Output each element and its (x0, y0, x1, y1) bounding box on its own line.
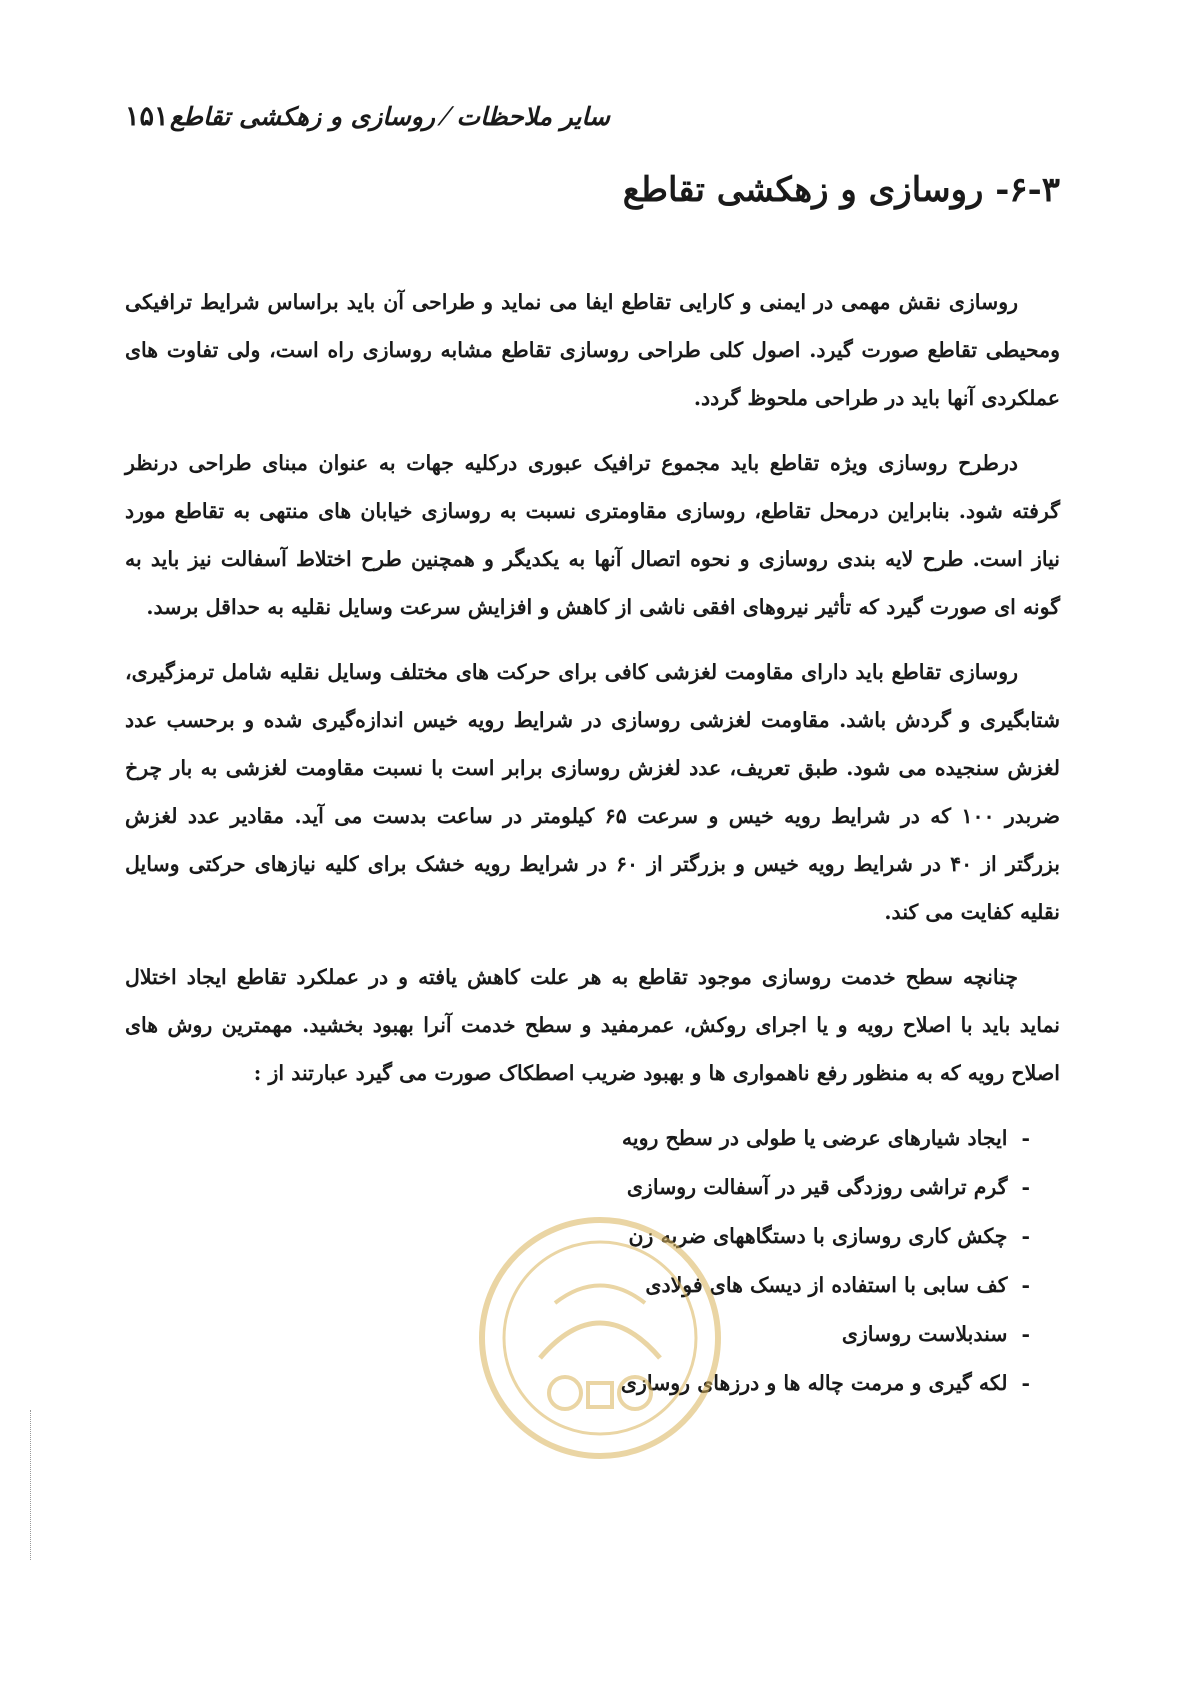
list-item-text: چکش کاری روسازی با دستگاههای ضربه زن (628, 1224, 1008, 1248)
paragraph: روسازی تقاطع باید دارای مقاومت لغزشی کافی برای حرکت های مختلف وسایل نقلیه شامل ترمزگیری، شتابگیری و گردش باشد. مقاومت لغزشی روسازی در شرایط رویه خیس اندازه‌گیری شده و برحسب عدد لغزش سنجیده می شود. طبق تعریف، عدد لغزش روسازی برابر است با نسبت مقاومت لغزشی به بار چرخ ضربدر ۱۰۰ که در شرایط رویه خیس و سرعت ۶۵ کیلومتر در ساعت بدست می آید. مقادیر عدد لغزش بزرگتر از ۴۰ در شرایط رویه خیس و بزرگتر از ۶۰ در شرایط رویه خشک برای کلیه نیازهای حرکتی وسایل نقلیه کفایت می کند. (125, 660, 1060, 924)
list-item (125, 1212, 1030, 1261)
paragraph: چنانچه سطح خدمت روسازی موجود تقاطع به هر علت کاهش یافته و در عملکرد تقاطع ایجاد اختلال نماید باید با اصلاح رویه و یا اجرای روکش، عمرمفید و سطح خدمت آنرا بهبود بخشید. مهمترین روش های اصلاح رویه که به منظور رفع ناهمواری ها و بهبود ضریب اصطکاک صورت می گیرد عبارتند از : (125, 965, 1060, 1085)
body-text (125, 278, 1060, 1408)
paragraph: درطرح روسازی ویژه تقاطع باید مجموع ترافیک عبوری درکلیه جهات به عنوان مبنای طراحی درنظر گرفته شود. بنابراین درمحل تقاطع، روسازی مقاومتری نسبت به روسازی خیابان های منتهی به تقاطع مورد نیاز است. طرح لایه بندی روسازی و نحوه اتصال آنها به یکدیگر و همچنین طرح اختلاط آسفالت نیز باید به گونه ای صورت گیرد که تأثیر نیروهای افقی ناشی از کاهش و افزایش سرعت وسایل نقلیه به حداقل برسد. (125, 451, 1060, 619)
list-item-text: کف سابی با استفاده از دیسک های فولادی (645, 1273, 1008, 1297)
list-marker: - (1021, 1273, 1030, 1297)
list-marker: - (1021, 1126, 1030, 1150)
list-item-text: سندبلاست روسازی (841, 1322, 1008, 1346)
list-item-text: ایجاد شیارهای عرضی یا طولی در سطح رویه (621, 1126, 1008, 1150)
paragraph: روسازی نقش مهمی در ایمنی و کارایی تقاطع ایفا می نماید و طراحی آن باید براساس شرایط ترافیکی ومحیطی تقاطع صورت گیرد. اصول کلی طراحی روسازی تقاطع مشابه روسازی راه است، ولی تفاوت های عملکردی آنها باید در طراحی ملحوظ گردد. (125, 290, 1060, 410)
list-marker: - (1021, 1322, 1030, 1346)
list-item (125, 1310, 1030, 1359)
method-list (125, 1114, 1060, 1408)
list-item (125, 1261, 1030, 1310)
margin-marks (30, 1410, 33, 1560)
list-item-text: لکه گیری و مرمت چاله ها و درزهای روسازی (620, 1371, 1008, 1395)
list-marker: - (1021, 1224, 1030, 1248)
list-item (125, 1114, 1030, 1163)
list-marker: - (1021, 1175, 1030, 1199)
running-title: سایر ملاحظات ⁄ روسازی و زهکشی تقاطع (169, 101, 610, 131)
list-marker: - (1021, 1371, 1030, 1395)
running-header (125, 96, 610, 136)
section-heading: ۶-۳- روسازی و زهکشی تقاطع (622, 170, 1060, 210)
list-item (125, 1163, 1030, 1212)
list-item (125, 1359, 1030, 1408)
page-number: ۱۵۱ (125, 100, 169, 132)
list-item-text: گرم تراشی روزدگی قیر در آسفالت روسازی (626, 1175, 1008, 1199)
